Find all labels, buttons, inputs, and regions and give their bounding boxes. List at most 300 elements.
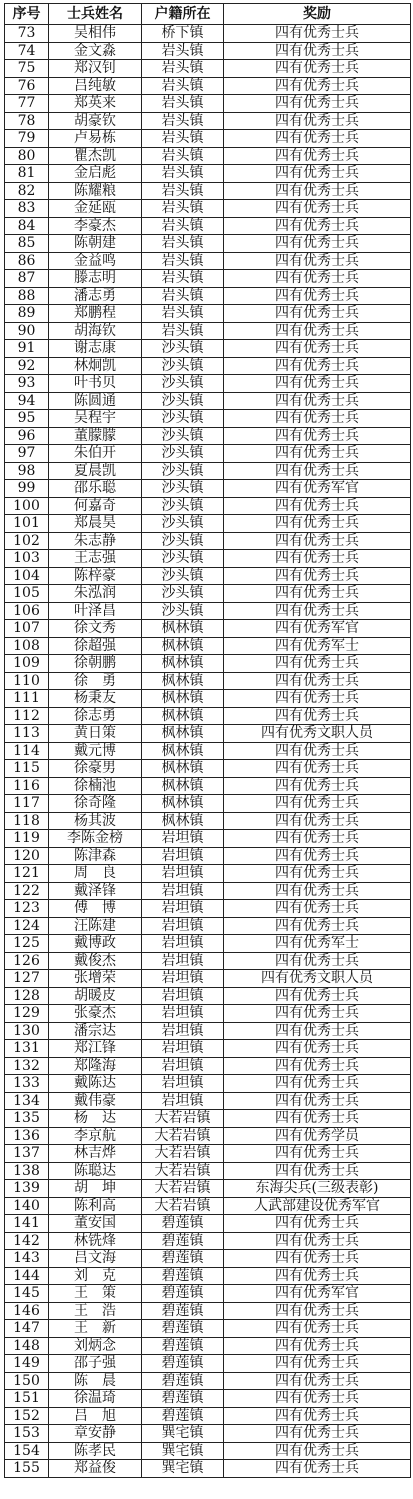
cell-soldier-name: 戴博政 [49,935,142,953]
table-row [5,707,411,725]
cell-index: 79 [5,130,49,148]
cell-award: 四有优秀士兵 [224,42,411,60]
cell-hometown: 碧莲镇 [142,1390,224,1408]
table-row [5,532,411,550]
cell-hometown: 岩坦镇 [142,970,224,988]
cell-hometown: 桥下镇 [142,25,224,43]
cell-award: 四有优秀士兵 [224,497,411,515]
table-row [5,1302,411,1320]
cell-index: 155 [5,1460,49,1478]
table-row [5,357,411,375]
cell-index: 122 [5,882,49,900]
table-row [5,1040,411,1058]
cell-hometown: 沙头镇 [142,427,224,445]
cell-index: 124 [5,917,49,935]
cell-soldier-name: 徐 勇 [49,672,142,690]
cell-soldier-name: 徐温琦 [49,1390,142,1408]
cell-soldier-name: 陈圆通 [49,392,142,410]
table-row [5,1460,411,1478]
cell-hometown: 岩坦镇 [142,830,224,848]
cell-hometown: 大若岩镇 [142,1197,224,1215]
cell-hometown: 岩坦镇 [142,1005,224,1023]
cell-soldier-name: 郑英来 [49,95,142,113]
table-row [5,480,411,498]
cell-index: 93 [5,375,49,393]
cell-index: 91 [5,340,49,358]
table-row [5,917,411,935]
cell-hometown: 岩头镇 [142,182,224,200]
cell-hometown: 碧莲镇 [142,1337,224,1355]
cell-index: 143 [5,1250,49,1268]
cell-soldier-name: 陈聪达 [49,1162,142,1180]
cell-soldier-name: 王 策 [49,1285,142,1303]
cell-soldier-name: 汪陈建 [49,917,142,935]
table-row [5,1092,411,1110]
cell-award: 四有优秀军官 [224,480,411,498]
cell-hometown: 枫林镇 [142,725,224,743]
table-row [5,585,411,603]
cell-award: 四有优秀士兵 [224,235,411,253]
header-hometown: 户籍所在 [142,4,224,25]
cell-award: 四有优秀士兵 [224,830,411,848]
table-row [5,165,411,183]
cell-hometown: 岩头镇 [142,95,224,113]
cell-soldier-name: 杨秉友 [49,690,142,708]
table-row [5,462,411,480]
cell-hometown: 岩头镇 [142,147,224,165]
cell-award: 四有优秀士兵 [224,917,411,935]
cell-hometown: 沙头镇 [142,392,224,410]
cell-award: 四有优秀士兵 [224,515,411,533]
cell-soldier-name: 朱伯开 [49,445,142,463]
cell-soldier-name: 金文淼 [49,42,142,60]
cell-soldier-name: 董朦朦 [49,427,142,445]
cell-soldier-name: 张增荣 [49,970,142,988]
cell-award: 四有优秀军士 [224,637,411,655]
cell-soldier-name: 胡暖皮 [49,987,142,1005]
cell-award: 四有优秀士兵 [224,742,411,760]
cell-soldier-name: 李陈金榜 [49,830,142,848]
cell-index: 134 [5,1092,49,1110]
cell-award: 四有优秀士兵 [224,1372,411,1390]
table-row [5,1232,411,1250]
table-row [5,1250,411,1268]
table-row [5,900,411,918]
table-row [5,550,411,568]
cell-soldier-name: 金益鸣 [49,252,142,270]
cell-soldier-name: 陈孝民 [49,1442,142,1460]
cell-index: 111 [5,690,49,708]
cell-hometown: 碧莲镇 [142,1407,224,1425]
cell-index: 132 [5,1057,49,1075]
cell-soldier-name: 杨 达 [49,1110,142,1128]
cell-index: 153 [5,1425,49,1443]
cell-index: 78 [5,112,49,130]
cell-hometown: 枫林镇 [142,672,224,690]
cell-hometown: 岩坦镇 [142,1057,224,1075]
cell-soldier-name: 吕 旭 [49,1407,142,1425]
cell-index: 75 [5,60,49,78]
cell-index: 99 [5,480,49,498]
cell-index: 85 [5,235,49,253]
roster-table-container [4,3,411,1478]
cell-index: 80 [5,147,49,165]
cell-hometown: 沙头镇 [142,462,224,480]
table-row [5,340,411,358]
cell-hometown: 碧莲镇 [142,1285,224,1303]
award-roster-table [4,3,411,1478]
table-row [5,1162,411,1180]
cell-index: 83 [5,200,49,218]
cell-index: 101 [5,515,49,533]
cell-index: 87 [5,270,49,288]
cell-index: 140 [5,1197,49,1215]
cell-index: 142 [5,1232,49,1250]
cell-soldier-name: 郑隆海 [49,1057,142,1075]
table-row [5,252,411,270]
cell-soldier-name: 陈耀粮 [49,182,142,200]
table-row [5,410,411,428]
cell-index: 145 [5,1285,49,1303]
table-row [5,1180,411,1198]
table-body [5,25,411,1478]
cell-hometown: 岩坦镇 [142,900,224,918]
cell-award: 四有优秀士兵 [224,270,411,288]
cell-hometown: 岩坦镇 [142,882,224,900]
cell-award: 四有优秀士兵 [224,112,411,130]
cell-index: 94 [5,392,49,410]
cell-award: 四有优秀士兵 [224,1232,411,1250]
table-row [5,1005,411,1023]
cell-award: 四有优秀军士 [224,935,411,953]
cell-soldier-name: 杨其波 [49,812,142,830]
cell-soldier-name: 郑鹏程 [49,305,142,323]
cell-hometown: 岩头镇 [142,60,224,78]
cell-soldier-name: 林吉烨 [49,1145,142,1163]
cell-award: 四有优秀士兵 [224,60,411,78]
table-row [5,637,411,655]
cell-index: 82 [5,182,49,200]
cell-award: 四有优秀士兵 [224,1110,411,1128]
table-row [5,882,411,900]
cell-award: 东海尖兵(三级表彰) [224,1180,411,1198]
table-row [5,235,411,253]
cell-award: 四有优秀士兵 [224,1320,411,1338]
cell-soldier-name: 林铣烽 [49,1232,142,1250]
cell-soldier-name: 戴陈达 [49,1075,142,1093]
cell-award: 四有优秀士兵 [224,147,411,165]
cell-award: 四有优秀士兵 [224,795,411,813]
cell-hometown: 岩头镇 [142,235,224,253]
table-row [5,602,411,620]
cell-award: 四有优秀士兵 [224,375,411,393]
cell-soldier-name: 邵子强 [49,1355,142,1373]
cell-award: 四有优秀士兵 [224,1145,411,1163]
cell-award: 四有优秀士兵 [224,1337,411,1355]
cell-hometown: 碧莲镇 [142,1215,224,1233]
cell-index: 103 [5,550,49,568]
table-row [5,830,411,848]
cell-award: 四有优秀士兵 [224,1425,411,1443]
cell-award: 四有优秀士兵 [224,655,411,673]
cell-hometown: 沙头镇 [142,497,224,515]
cell-index: 141 [5,1215,49,1233]
table-row [5,865,411,883]
cell-index: 114 [5,742,49,760]
cell-hometown: 沙头镇 [142,550,224,568]
cell-hometown: 大若岩镇 [142,1127,224,1145]
cell-soldier-name: 吕纯敏 [49,77,142,95]
cell-index: 151 [5,1390,49,1408]
cell-award: 四有优秀士兵 [224,77,411,95]
cell-award: 四有优秀士兵 [224,777,411,795]
cell-index: 120 [5,847,49,865]
cell-soldier-name: 徐豪男 [49,760,142,778]
table-row [5,95,411,113]
table-row [5,515,411,533]
cell-soldier-name: 戴俊杰 [49,952,142,970]
table-row [5,847,411,865]
cell-award: 四有优秀士兵 [224,252,411,270]
header-soldier-name: 士兵姓名 [49,4,142,25]
cell-index: 92 [5,357,49,375]
table-row [5,1022,411,1040]
cell-award: 四有优秀士兵 [224,1302,411,1320]
cell-soldier-name: 李豪杰 [49,217,142,235]
cell-award: 四有优秀士兵 [224,410,411,428]
cell-hometown: 岩头镇 [142,130,224,148]
cell-award: 四有优秀士兵 [224,952,411,970]
cell-hometown: 枫林镇 [142,795,224,813]
table-row [5,42,411,60]
cell-index: 74 [5,42,49,60]
cell-soldier-name: 张豪杰 [49,1005,142,1023]
cell-hometown: 岩坦镇 [142,1040,224,1058]
cell-hometown: 沙头镇 [142,602,224,620]
cell-award: 四有优秀士兵 [224,287,411,305]
table-row [5,620,411,638]
cell-hometown: 碧莲镇 [142,1232,224,1250]
cell-hometown: 岩坦镇 [142,935,224,953]
cell-hometown: 巽宅镇 [142,1460,224,1478]
cell-soldier-name: 王 新 [49,1320,142,1338]
cell-soldier-name: 郑益俊 [49,1460,142,1478]
cell-index: 128 [5,987,49,1005]
cell-hometown: 岩坦镇 [142,1075,224,1093]
cell-soldier-name: 郑晨昊 [49,515,142,533]
cell-index: 89 [5,305,49,323]
cell-award: 四有优秀士兵 [224,847,411,865]
cell-index: 98 [5,462,49,480]
cell-index: 150 [5,1372,49,1390]
cell-award: 四有优秀士兵 [224,357,411,375]
cell-hometown: 岩头镇 [142,77,224,95]
cell-index: 147 [5,1320,49,1338]
table-row [5,1127,411,1145]
cell-index: 88 [5,287,49,305]
cell-hometown: 岩头镇 [142,200,224,218]
cell-soldier-name: 卢易栋 [49,130,142,148]
table-row [5,200,411,218]
cell-hometown: 沙头镇 [142,567,224,585]
cell-soldier-name: 朱志静 [49,532,142,550]
cell-hometown: 枫林镇 [142,777,224,795]
cell-index: 137 [5,1145,49,1163]
cell-soldier-name: 徐超强 [49,637,142,655]
cell-hometown: 岩坦镇 [142,917,224,935]
cell-award: 四有优秀士兵 [224,532,411,550]
table-row [5,427,411,445]
cell-soldier-name: 何嘉奇 [49,497,142,515]
table-row [5,725,411,743]
cell-index: 131 [5,1040,49,1058]
table-row [5,287,411,305]
table-row [5,1057,411,1075]
cell-soldier-name: 陈梓豪 [49,567,142,585]
cell-index: 86 [5,252,49,270]
table-row [5,970,411,988]
table-row [5,25,411,43]
cell-index: 84 [5,217,49,235]
table-row [5,1442,411,1460]
cell-index: 96 [5,427,49,445]
cell-soldier-name: 吕文海 [49,1250,142,1268]
cell-award: 四有优秀士兵 [224,1075,411,1093]
cell-soldier-name: 徐楠池 [49,777,142,795]
table-row [5,445,411,463]
cell-index: 97 [5,445,49,463]
table-row [5,655,411,673]
cell-award: 四有优秀士兵 [224,1057,411,1075]
cell-index: 136 [5,1127,49,1145]
cell-index: 109 [5,655,49,673]
cell-index: 119 [5,830,49,848]
cell-index: 77 [5,95,49,113]
cell-index: 127 [5,970,49,988]
cell-soldier-name: 徐文秀 [49,620,142,638]
cell-hometown: 枫林镇 [142,690,224,708]
cell-hometown: 沙头镇 [142,445,224,463]
cell-index: 146 [5,1302,49,1320]
cell-hometown: 碧莲镇 [142,1355,224,1373]
cell-soldier-name: 徐志勇 [49,707,142,725]
cell-index: 104 [5,567,49,585]
cell-soldier-name: 李京航 [49,1127,142,1145]
cell-hometown: 岩头镇 [142,322,224,340]
cell-soldier-name: 胡 坤 [49,1180,142,1198]
cell-hometown: 沙头镇 [142,375,224,393]
cell-hometown: 岩坦镇 [142,1022,224,1040]
table-row [5,760,411,778]
cell-award: 四有优秀士兵 [224,690,411,708]
cell-soldier-name: 林炯凯 [49,357,142,375]
table-row [5,1285,411,1303]
cell-hometown: 沙头镇 [142,532,224,550]
table-row [5,497,411,515]
cell-award: 四有优秀士兵 [224,165,411,183]
cell-soldier-name: 周 良 [49,865,142,883]
cell-award: 人武部建设优秀军官 [224,1197,411,1215]
cell-award: 四有优秀士兵 [224,672,411,690]
table-row [5,182,411,200]
cell-award: 四有优秀士兵 [224,1250,411,1268]
cell-index: 81 [5,165,49,183]
table-row [5,567,411,585]
cell-soldier-name: 邵乐聪 [49,480,142,498]
cell-index: 148 [5,1337,49,1355]
cell-soldier-name: 傅 博 [49,900,142,918]
cell-hometown: 岩头镇 [142,42,224,60]
table-row [5,1355,411,1373]
cell-award: 四有优秀士兵 [224,340,411,358]
cell-award: 四有优秀士兵 [224,900,411,918]
cell-soldier-name: 谢志康 [49,340,142,358]
cell-index: 73 [5,25,49,43]
table-row [5,812,411,830]
cell-hometown: 岩头镇 [142,287,224,305]
cell-index: 135 [5,1110,49,1128]
cell-hometown: 岩头镇 [142,270,224,288]
cell-hometown: 碧莲镇 [142,1302,224,1320]
cell-award: 四有优秀士兵 [224,305,411,323]
cell-award: 四有优秀士兵 [224,1442,411,1460]
cell-award: 四有优秀士兵 [224,427,411,445]
cell-soldier-name: 陈朝建 [49,235,142,253]
cell-soldier-name: 金启彪 [49,165,142,183]
cell-soldier-name: 戴元博 [49,742,142,760]
table-row [5,1267,411,1285]
cell-award: 四有优秀士兵 [224,812,411,830]
table-row [5,1110,411,1128]
cell-index: 130 [5,1022,49,1040]
cell-award: 四有优秀学员 [224,1127,411,1145]
cell-hometown: 碧莲镇 [142,1250,224,1268]
table-row [5,952,411,970]
cell-index: 107 [5,620,49,638]
cell-hometown: 枫林镇 [142,655,224,673]
cell-hometown: 大若岩镇 [142,1180,224,1198]
cell-hometown: 岩坦镇 [142,847,224,865]
cell-soldier-name: 刘 克 [49,1267,142,1285]
cell-award: 四有优秀士兵 [224,130,411,148]
cell-award: 四有优秀文职人员 [224,970,411,988]
cell-index: 108 [5,637,49,655]
table-row [5,270,411,288]
cell-soldier-name: 潘志勇 [49,287,142,305]
cell-index: 126 [5,952,49,970]
cell-hometown: 岩坦镇 [142,987,224,1005]
cell-hometown: 沙头镇 [142,340,224,358]
cell-hometown: 岩坦镇 [142,952,224,970]
cell-soldier-name: 瞿杰凯 [49,147,142,165]
table-row [5,795,411,813]
cell-index: 100 [5,497,49,515]
cell-award: 四有优秀士兵 [224,1162,411,1180]
cell-award: 四有优秀士兵 [224,1215,411,1233]
cell-award: 四有优秀士兵 [224,25,411,43]
cell-soldier-name: 郑江锋 [49,1040,142,1058]
cell-award: 四有优秀士兵 [224,1407,411,1425]
cell-hometown: 枫林镇 [142,707,224,725]
cell-award: 四有优秀士兵 [224,550,411,568]
table-row [5,1145,411,1163]
table-row [5,690,411,708]
cell-index: 154 [5,1442,49,1460]
cell-soldier-name: 戴泽锋 [49,882,142,900]
cell-hometown: 巽宅镇 [142,1425,224,1443]
cell-award: 四有优秀士兵 [224,707,411,725]
cell-index: 105 [5,585,49,603]
